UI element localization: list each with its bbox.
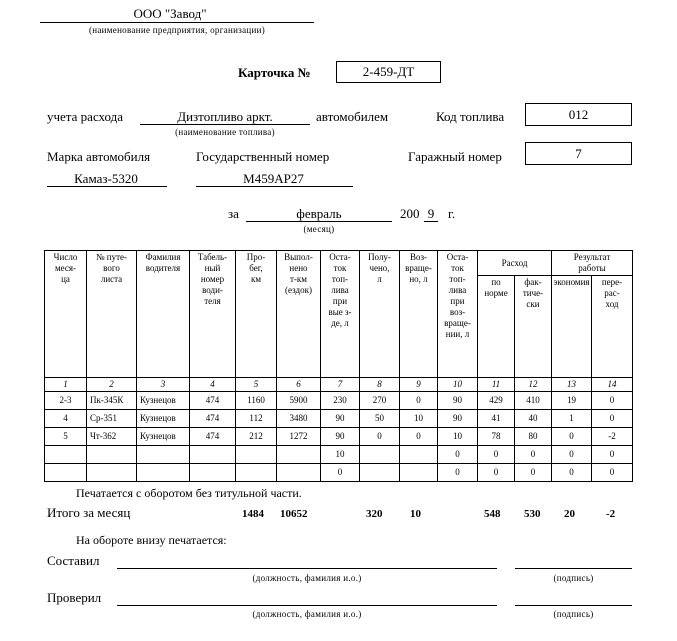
- header-rashod: Расход: [478, 251, 552, 276]
- total-tkm: 10652: [280, 508, 308, 520]
- table-cell: 230: [321, 392, 360, 410]
- table-cell: [360, 464, 400, 482]
- fuel-underline: [140, 124, 310, 125]
- table-cell: 80: [515, 428, 552, 446]
- fuel-consumption-table: [44, 250, 633, 482]
- fuel-suffix: автомобилем: [316, 109, 389, 124]
- table-cell: Чт-362: [87, 428, 137, 446]
- table-cell: 0: [438, 446, 478, 464]
- table-cell: 78: [478, 428, 515, 446]
- header-col-1: Число меся- ца: [45, 251, 87, 378]
- org-caption: (наименование предприятия, организации): [88, 25, 266, 35]
- total-probeg: 1484: [242, 508, 264, 520]
- table-cell: [137, 446, 190, 464]
- column-number: 7: [321, 378, 360, 392]
- table-cell: 41: [478, 410, 515, 428]
- table-cell: Кузнецов: [137, 428, 190, 446]
- fuel-code-label: Код топлива: [436, 109, 505, 124]
- table-cell: 474: [190, 428, 236, 446]
- header-col-11: по норме: [478, 276, 515, 378]
- total-norma: 548: [484, 508, 501, 520]
- column-number: 5: [236, 378, 277, 392]
- fuel-code-box: 012: [525, 103, 632, 126]
- compiled-signature-line: [515, 568, 632, 569]
- table-cell: 0: [592, 410, 633, 428]
- table-cell: [400, 464, 438, 482]
- table-cell: 5900: [277, 392, 321, 410]
- column-number: 14: [592, 378, 633, 392]
- vehicle-plate-underline: [196, 186, 353, 187]
- table-cell: 112: [236, 410, 277, 428]
- table-cell: 90: [438, 392, 478, 410]
- table-cell: [400, 446, 438, 464]
- vehicle-garage-box: 7: [525, 142, 632, 165]
- table-cell: 10: [400, 410, 438, 428]
- period-month-caption: (месяц): [303, 224, 335, 234]
- table-cell: 90: [438, 410, 478, 428]
- table-cell: [190, 464, 236, 482]
- total-pererashod: -2: [606, 508, 616, 520]
- header-col-5: Про- бег, км: [236, 251, 277, 378]
- period-year-prefix: 200: [400, 206, 420, 221]
- compiled-label: Составил: [47, 553, 100, 568]
- header-col-12: фак- тиче- ски: [515, 276, 552, 378]
- total-fakt: 530: [524, 508, 541, 520]
- header-col-13: экономия: [552, 276, 592, 378]
- compiled-position-line: [117, 568, 497, 569]
- table-cell: 10: [438, 428, 478, 446]
- table-cell: 90: [321, 410, 360, 428]
- org-underline: [40, 22, 314, 23]
- checked-signature-caption: (подпись): [553, 609, 594, 619]
- table-cell: [236, 464, 277, 482]
- total-polucheno: 320: [366, 508, 383, 520]
- period-year-suffix: г.: [448, 206, 456, 221]
- table-cell: 0: [321, 464, 360, 482]
- column-number: 8: [360, 378, 400, 392]
- table-cell: 10: [321, 446, 360, 464]
- table-cell: 1160: [236, 392, 277, 410]
- header-col-4: Табель- ный номер води- теля: [190, 251, 236, 378]
- table-cell: [45, 464, 87, 482]
- header-result: Результат работы: [552, 251, 633, 276]
- table-cell: [87, 464, 137, 482]
- card-number: 2-459-ДТ: [336, 61, 441, 83]
- column-number: 2: [87, 378, 137, 392]
- table-cell: 270: [360, 392, 400, 410]
- table-cell: 90: [321, 428, 360, 446]
- table-cell: [277, 446, 321, 464]
- column-number: 4: [190, 378, 236, 392]
- table-cell: Кузнецов: [137, 410, 190, 428]
- table-cell: [45, 446, 87, 464]
- table-cell: -2: [592, 428, 633, 446]
- table-cell: 0: [478, 464, 515, 482]
- header-col-2: № путе- вого листа: [87, 251, 137, 378]
- table-cell: 0: [552, 446, 592, 464]
- vehicle-garage-label: Гаражный номер: [408, 149, 502, 164]
- compiled-signature-caption: (подпись): [553, 573, 594, 583]
- header-col-3: Фамилия водителя: [137, 251, 190, 378]
- org-name: ООО "Завод": [133, 6, 207, 21]
- vehicle-make-value: Камаз-5320: [74, 171, 138, 186]
- period-year-digit: 9: [427, 206, 435, 221]
- note-back: На обороте внизу печатается:: [76, 533, 227, 547]
- table-cell: 429: [478, 392, 515, 410]
- table-row: [45, 392, 633, 410]
- table-cell: [137, 464, 190, 482]
- table-cell: 0: [552, 464, 592, 482]
- column-number: 6: [277, 378, 321, 392]
- table-cell: [277, 464, 321, 482]
- table-cell: 410: [515, 392, 552, 410]
- vehicle-make-underline: [47, 186, 167, 187]
- totals-label: Итого за месяц: [47, 505, 131, 520]
- table-cell: [87, 446, 137, 464]
- column-number: 3: [137, 378, 190, 392]
- period-year-underline: [424, 221, 438, 222]
- header-col-10: Оста- ток топ- лива при воз- враще- нии, л: [438, 251, 478, 378]
- card-title: Карточка №: [238, 65, 311, 80]
- fuel-value: Дизтопливо аркт.: [177, 109, 273, 124]
- table-cell: 1272: [277, 428, 321, 446]
- table-cell: [360, 446, 400, 464]
- table-cell: 474: [190, 410, 236, 428]
- period-month-underline: [246, 221, 392, 222]
- column-number: 12: [515, 378, 552, 392]
- table-cell: 0: [592, 464, 633, 482]
- table-cell: 4: [45, 410, 87, 428]
- checked-position-caption: (должность, фамилия и.о.): [252, 609, 362, 619]
- header-col-6: Выпол- нено т-км (ездок): [277, 251, 321, 378]
- header-col-7: Оста- ток топ- лива при вые з- де, л: [321, 251, 360, 378]
- table-row: [45, 446, 633, 464]
- table-cell: 0: [592, 446, 633, 464]
- table-cell: 0: [515, 464, 552, 482]
- table-cell: Ср-351: [87, 410, 137, 428]
- checked-label: Проверил: [47, 590, 102, 605]
- table-cell: 0: [400, 392, 438, 410]
- column-number: 11: [478, 378, 515, 392]
- column-number-row: [45, 378, 633, 392]
- table-cell: 0: [438, 464, 478, 482]
- compiled-position-caption: (должность, фамилия и.о.): [252, 573, 362, 583]
- total-economy: 20: [564, 508, 575, 520]
- table-cell: 40: [515, 410, 552, 428]
- column-number: 1: [45, 378, 87, 392]
- column-number: 13: [552, 378, 592, 392]
- table-cell: 212: [236, 428, 277, 446]
- table-cell: [236, 446, 277, 464]
- fuel-label: учета расхода: [47, 109, 124, 124]
- period-prefix: за: [228, 206, 239, 221]
- table-cell: 0: [552, 428, 592, 446]
- table-cell: 2-3: [45, 392, 87, 410]
- table-row: [45, 464, 633, 482]
- vehicle-make-label: Марка автомобиля: [47, 149, 151, 164]
- table-cell: 19: [552, 392, 592, 410]
- table-cell: 5: [45, 428, 87, 446]
- fuel-caption: (наименование топлива): [175, 127, 275, 137]
- period-month: февраль: [296, 206, 342, 221]
- vehicle-plate-label: Государственный номер: [196, 149, 330, 164]
- table-cell: Кузнецов: [137, 392, 190, 410]
- header-col-14: пере- рас- ход: [592, 276, 633, 378]
- table-cell: 0: [400, 428, 438, 446]
- table-row: [45, 410, 633, 428]
- table-cell: 474: [190, 392, 236, 410]
- table-cell: 1: [552, 410, 592, 428]
- table-cell: 3480: [277, 410, 321, 428]
- table-cell: 0: [360, 428, 400, 446]
- column-number: 9: [400, 378, 438, 392]
- table-row: [45, 428, 633, 446]
- column-number: 10: [438, 378, 478, 392]
- vehicle-plate-value: М459АР27: [243, 171, 304, 186]
- note-print: Печатается с оборотом без титульной части.: [76, 486, 302, 500]
- table-cell: 0: [592, 392, 633, 410]
- header-col-9: Воз- враще- но, л: [400, 251, 438, 378]
- table-cell: 0: [478, 446, 515, 464]
- table-cell: 50: [360, 410, 400, 428]
- table-cell: [190, 446, 236, 464]
- table-cell: 0: [515, 446, 552, 464]
- header-col-8: Полу- чено, л: [360, 251, 400, 378]
- checked-position-line: [117, 605, 497, 606]
- checked-signature-line: [515, 605, 632, 606]
- total-vozvrash: 10: [410, 508, 421, 520]
- table-cell: Пк-345К: [87, 392, 137, 410]
